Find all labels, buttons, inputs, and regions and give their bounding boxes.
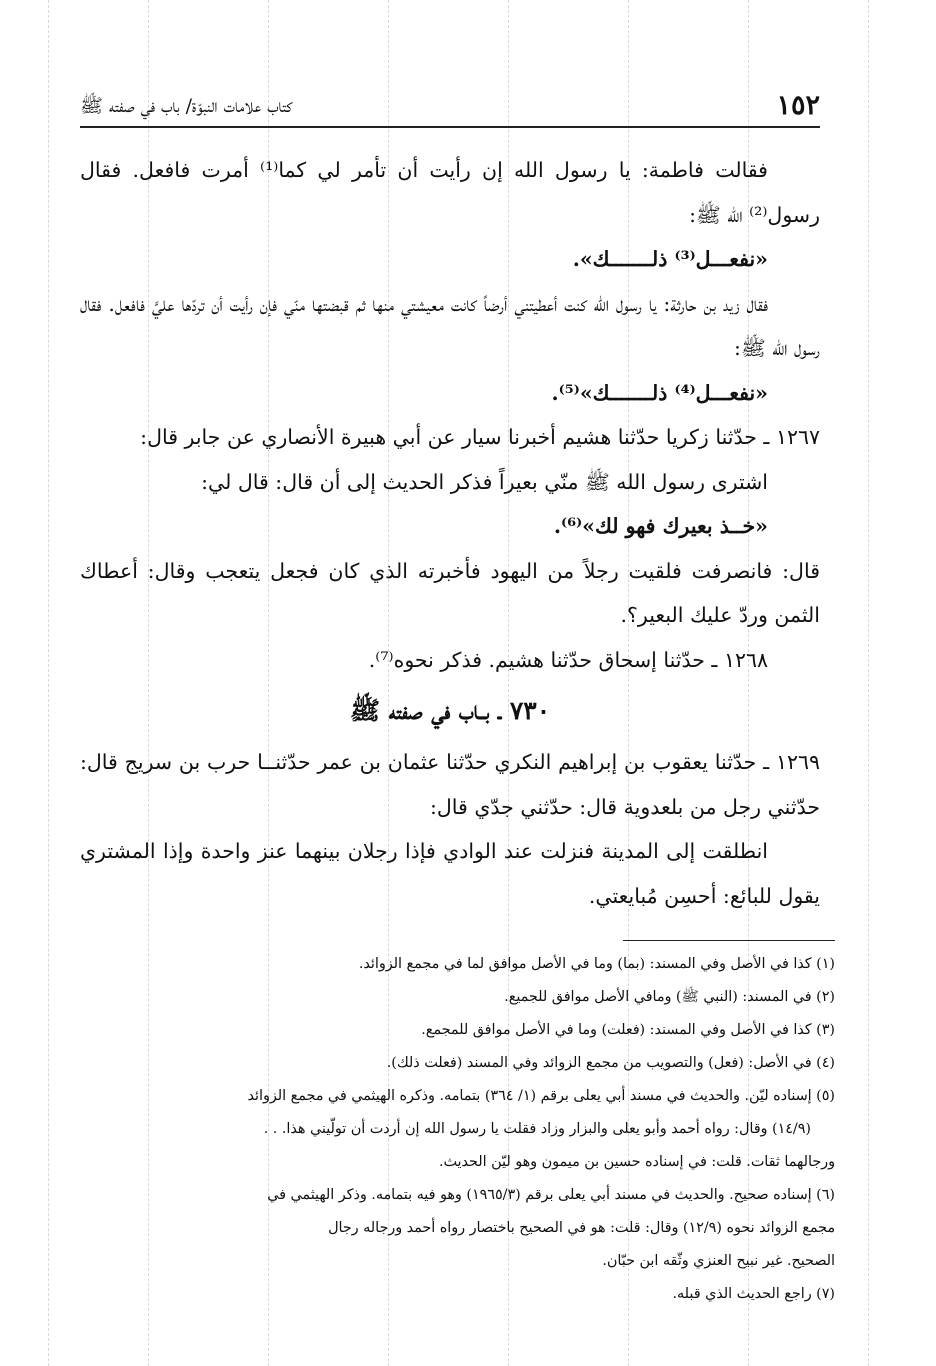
footnote-1: (١) كذا في الأصل وفي المسند: (بما) وما في الأصل موافق لما في مجمع الزوائد. xyxy=(358,956,835,972)
quote-nafal-2: «نفعـــل⁽⁴⁾ ذلـــــــك»⁽⁵⁾. xyxy=(551,380,768,405)
hadith-1268: ١٢٦٨ ـ حدّثنا إسحاق حدّثنا هشيم. فذكر نحوه⁽⁷⁾. xyxy=(368,647,768,672)
footnote-6-line-2: مجمع الزوائد نحوه (١٢/٩) وقال: قلت: هو في الصحيح باختصار رواه أحمد ورجاله رجال xyxy=(328,1220,835,1236)
paragraph-zayd: فقال زيد بن حارثة: يا رسول الله كنت أعطيتني أرضاً كانت معيشتي منها ثم قبضتها منّي فإن رأيت أن تردّها عليَّ فافعل. فقال رسول الله ﷺ: xyxy=(80,291,820,360)
paragraph-jew-encounter: قال: فانصرفت فلقيت رجلاً من اليهود فأخبرته الذي كان فجعل يتعجب وقال: أعطاك الثمن وردّ عليك البعير؟. xyxy=(80,558,820,627)
guide-line xyxy=(48,0,49,1366)
footnote-6-line-1: (٦) إسناده صحيح. والحديث في مسند أبي يعلى برقم (١٩٦٥/٣) وهو فيه بتمامه. وذكر الهيثمي في xyxy=(267,1187,835,1203)
paragraph-madina: انطلقت إلى المدينة فنزلت عند الوادي فإذا رجلان بينهما عنز واحدة وإذا المشتري يقول للبائع: أحسِن مُبايعتي. xyxy=(80,839,820,908)
footnote-6-line-3: الصحيح. غير نبيح العنزي وثّقه ابن حبّان. xyxy=(602,1253,835,1269)
hadith-1267: ١٢٦٧ ـ حدّثنا زكريا حدّثنا هشيم أخبرنا سيار عن أبي هبيرة الأنصاري عن جابر قال: xyxy=(140,425,820,449)
chapter-heading: ٧٣٠ ـ بــاب في صفته ﷺ xyxy=(349,696,551,725)
footnote-divider xyxy=(623,940,835,941)
guide-line xyxy=(868,0,869,1366)
footnote-2: (٢) في المسند: (النبي ﷺ) ومافي الأصل موافق للجميع. xyxy=(504,989,835,1005)
running-title: كتاب علامات النبوّة/ باب في صفته ﷺ xyxy=(80,95,293,117)
paragraph-fatima: فقالت فاطمة: يا رسول الله إن رأيت أن تأمر لي كما⁽¹⁾ أمرت فافعل. فقال رسول⁽²⁾ الله ﷺ: xyxy=(80,158,820,227)
footnote-5-line-1: (٥) إسناده ليّن. والحديث في مسند أبي يعلى برقم (١/ ٣٦٤) بتمامه. وذكره الهيثمي في مجمع الزوائد xyxy=(247,1088,835,1104)
quote-take-camel: «خــذ بعيرك فهو لك»⁽⁶⁾. xyxy=(553,514,768,538)
page-header xyxy=(80,86,820,128)
footnotes xyxy=(80,948,835,1311)
page-number: ١٥٢ xyxy=(776,90,820,121)
paragraph-camel-purchase: اشترى رسول الله ﷺ منّي بعيراً فذكر الحديث إلى أن قال: قال لي: xyxy=(201,469,768,494)
footnote-5-line-2: (١٤/٩) وقال: رواه أحمد وأبو يعلى والبزار وزاد فقلت يا رسول الله إن أردت أن تولّيني هذا. . . xyxy=(263,1121,811,1137)
footnote-7: (٧) راجع الحديث الذي قبله. xyxy=(672,1286,835,1302)
footnote-3: (٣) كذا في الأصل وفي المسند: (فعلت) وما في الأصل موافق للمجمع. xyxy=(421,1022,835,1038)
quote-nafal-1: «نفعـــل⁽³⁾ ذلـــــــك». xyxy=(572,247,768,271)
footnote-4: (٤) في الأصل: (فعل) والتصويب من مجمع الزوائد وفي المسند (فعلت ذلك). xyxy=(386,1055,835,1071)
main-text xyxy=(80,148,820,918)
hadith-1269: ١٢٦٩ ـ حدّثنا يعقوب بن إبراهيم النكري حدّثنا عثمان بن عمر حدّثنــا حرب بن سريج قال: حدّثني رجل من بلعدوية قال: حدّثني جدّي قال: xyxy=(80,750,820,819)
footnote-5-line-3: ورجالهما ثقات. قلت: في إسناده حسين بن ميمون وهو ليّن الحديث. xyxy=(438,1154,835,1170)
